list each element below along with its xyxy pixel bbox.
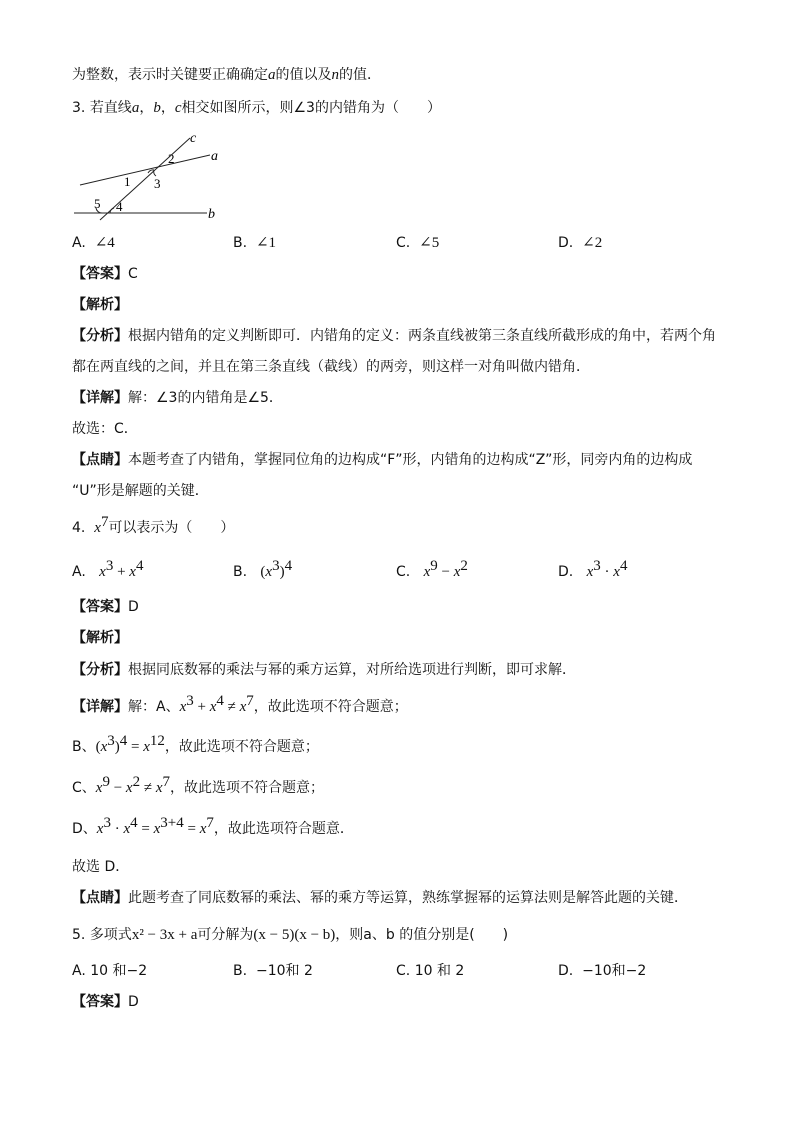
option-text: −10和−2 <box>582 963 647 979</box>
exp-3: 3 <box>186 693 194 709</box>
text: 解：A、 <box>128 699 180 715</box>
option-letter: D. <box>558 963 574 979</box>
q5-answer <box>72 993 139 1011</box>
text: 都在两直线的之间，并且在第三条直线（截线）的两旁，则这样一对角叫做内错角． <box>72 359 590 375</box>
analysis-tag: 【解析】 <box>72 297 128 313</box>
paren: ) <box>114 739 120 755</box>
option-text: 10 和−2 <box>90 963 148 979</box>
op-eq: = <box>137 821 154 837</box>
q4-dianjing <box>72 889 688 907</box>
text: ，故此选项不符合题意； <box>253 699 408 715</box>
q3-detail <box>72 389 283 407</box>
op-dot: · <box>110 821 124 837</box>
exponent: 7 <box>100 514 109 530</box>
exp-12: 12 <box>149 733 165 749</box>
detail-tag: 【详解】 <box>72 390 128 406</box>
q4-choose <box>72 858 129 876</box>
option-letter: D. <box>558 235 574 251</box>
q4-option-c[interactable] <box>396 558 468 581</box>
base: x <box>586 564 594 580</box>
text: 多项式 <box>89 927 132 943</box>
answer-tag: 【答案】 <box>72 266 128 282</box>
exponent: 4 <box>619 558 628 574</box>
option-text: ∠4 <box>94 235 115 251</box>
exponent: 4 <box>284 558 293 574</box>
polynomial: x² − 3x + a <box>131 927 198 943</box>
text: “U”形是解题的关键． <box>72 483 209 499</box>
exp-2: 2 <box>132 774 141 790</box>
q4-option-d[interactable] <box>558 558 628 581</box>
q5-stem <box>72 926 508 944</box>
label-angle-4: 4 <box>116 199 123 214</box>
text: 解：∠3的内错角是∠5． <box>128 390 283 406</box>
math-x: x <box>143 739 150 755</box>
q3-option-d[interactable] <box>558 234 602 252</box>
q4-option-a[interactable] <box>72 558 144 581</box>
label-angle-2: 2 <box>168 151 175 166</box>
text: 相交如图所示，则∠3的内错角为（ ） <box>181 100 441 116</box>
option-letter: B. <box>233 963 248 979</box>
fenxi-tag: 【分析】 <box>72 662 128 678</box>
math-x: x <box>239 699 247 715</box>
exp-7: 7 <box>246 693 254 709</box>
text: 本题考查了内错角，掌握同位角的边构成“F”形，内错角的边构成“Z”形，同旁内角的边构成 <box>128 452 693 468</box>
q3-answer <box>72 265 138 283</box>
text: 此题考查了同底数幂的乘法、幂的乘方等运算，熟练掌握幂的运算法则是解答此题的关键． <box>128 890 688 906</box>
text: D、 <box>72 821 97 837</box>
q3-analysis-heading <box>72 296 128 314</box>
text: 根据同底数幂的乘法与幂的乘方运算，对所给选项进行判断，即可求解． <box>128 662 576 678</box>
intro-line <box>72 66 381 84</box>
operator: − <box>437 564 454 580</box>
text: 的值以及 <box>275 67 332 83</box>
option-text: ∠1 <box>255 235 277 251</box>
option-letter: B. <box>233 235 248 251</box>
q3-stem <box>72 99 441 117</box>
math-x: x <box>125 780 133 796</box>
option-text: ∠5 <box>419 235 440 251</box>
angle-arc-4 <box>110 208 114 213</box>
text: ， <box>139 100 154 116</box>
q3-choose <box>72 420 138 438</box>
answer-value: D <box>128 994 139 1010</box>
text: ，故此选项符合题意． <box>213 821 354 837</box>
option-letter: C. <box>396 564 411 580</box>
answer-value: C <box>128 266 138 282</box>
option-text: 10 和 2 <box>414 963 465 979</box>
q3-option-a[interactable] <box>72 234 115 252</box>
operator: + <box>113 564 130 580</box>
math-x: x <box>153 821 161 837</box>
exp-9: 9 <box>102 774 110 790</box>
var-n: n <box>331 67 339 83</box>
op-plus: + <box>193 699 210 715</box>
q4-detail-b <box>72 733 319 756</box>
label-a: a <box>211 149 218 164</box>
intersecting-lines-diagram <box>72 128 232 223</box>
label-angle-3: 3 <box>154 176 161 191</box>
exponent: 3 <box>272 558 280 574</box>
text: 根据内错角的定义判断即可．内错角的定义：两条直线被第三条直线所截形成的角中，若两个角 <box>128 328 716 344</box>
paren: ( <box>260 564 266 580</box>
q4-detail-c <box>72 774 324 797</box>
text: 若直线 <box>89 100 132 116</box>
exponent: 4 <box>135 558 144 574</box>
exponent: 3 <box>593 558 601 574</box>
question-number: 3. <box>72 100 86 116</box>
math-x: x <box>209 699 217 715</box>
text: ， <box>160 100 175 116</box>
q3-dianjing-1 <box>72 451 692 469</box>
paren: ) <box>279 564 285 580</box>
operator: · <box>600 564 614 580</box>
text: 为整数，表示时关键要正确确定 <box>72 67 268 83</box>
exp-3: 3 <box>103 815 111 831</box>
q3-fenxi-2 <box>72 358 590 376</box>
base: x <box>265 564 273 580</box>
label-c: c <box>190 131 197 146</box>
exponent: 9 <box>430 558 438 574</box>
exp-7: 7 <box>162 774 170 790</box>
dianjing-tag: 【点睛】 <box>72 452 128 468</box>
option-letter: A. <box>72 963 86 979</box>
factorization: (x − 5)(x − b) <box>253 927 336 943</box>
q3-dianjing-2 <box>72 482 209 500</box>
analysis-tag: 【解析】 <box>72 630 128 646</box>
text: B、 <box>72 739 96 755</box>
exponent: 3 <box>105 558 114 574</box>
option-letter: C. <box>396 235 411 251</box>
math-x: x <box>179 699 187 715</box>
q4-stem <box>72 514 235 537</box>
paren: ( <box>95 739 101 755</box>
text: 可分解为 <box>197 927 254 943</box>
q4-detail-d <box>72 815 354 838</box>
exponent: 2 <box>460 558 468 574</box>
text: ，故此选项不符合题意； <box>170 780 324 796</box>
answer-tag: 【答案】 <box>72 994 128 1010</box>
base: x <box>423 564 431 580</box>
op-neq: ≠ <box>223 699 240 715</box>
op-minus: − <box>109 780 126 796</box>
label-angle-5: 5 <box>94 196 101 211</box>
option-text: ∠2 <box>582 235 603 251</box>
exp-3: 3 <box>107 733 115 749</box>
base: x <box>99 564 106 580</box>
op-eq: = <box>127 739 144 755</box>
math-x: x <box>95 780 103 796</box>
text: 的值． <box>339 67 381 83</box>
q4-fenxi <box>72 661 576 679</box>
q5-option-c[interactable] <box>396 962 464 980</box>
q5-option-b[interactable] <box>233 962 313 980</box>
q3-fenxi-1 <box>72 327 716 345</box>
answer-value: D <box>128 599 139 615</box>
text: C、 <box>72 780 96 796</box>
q3-option-c[interactable] <box>396 234 439 252</box>
option-text: −10和 2 <box>255 963 313 979</box>
q3-option-b[interactable] <box>233 234 276 252</box>
math-x: x <box>123 821 131 837</box>
math-x: x <box>96 821 104 837</box>
q4-answer <box>72 598 139 616</box>
base: x <box>453 564 461 580</box>
question-number: 5. <box>72 927 86 943</box>
text: 故选 D． <box>72 859 130 875</box>
math-x: x <box>199 821 207 837</box>
exp-4: 4 <box>216 693 224 709</box>
label-b: b <box>208 207 215 222</box>
dianjing-tag: 【点睛】 <box>72 890 128 906</box>
var-a: a <box>131 100 140 116</box>
var-b: b <box>153 100 161 116</box>
op-neq: ≠ <box>140 780 156 796</box>
math-x: x <box>155 780 163 796</box>
base: x <box>129 564 136 580</box>
label-angle-1: 1 <box>124 174 131 189</box>
q4-option-b[interactable] <box>233 558 293 581</box>
var-a: a <box>268 67 276 83</box>
option-letter: A. <box>72 564 86 580</box>
var-c: c <box>174 100 182 116</box>
text: 可以表示为（ ） <box>108 520 235 536</box>
option-letter: C. <box>396 963 411 979</box>
text: ，故此选项不符合题意； <box>164 739 319 755</box>
option-letter: D. <box>558 564 574 580</box>
exp-4: 4 <box>119 733 128 749</box>
q4-analysis-heading <box>72 629 128 647</box>
text: ，则a、b 的值分别是( ) <box>335 927 509 943</box>
var-x: x <box>94 520 101 536</box>
answer-tag: 【答案】 <box>72 599 128 615</box>
op-eq: = <box>183 821 200 837</box>
q4-detail-a <box>72 693 408 716</box>
q5-option-d[interactable] <box>558 962 646 980</box>
option-letter: B. <box>233 564 248 580</box>
exp-3-plus-4: 3+4 <box>160 815 184 831</box>
fenxi-tag: 【分析】 <box>72 328 128 344</box>
exp-7: 7 <box>206 815 214 831</box>
q5-option-a[interactable] <box>72 962 147 980</box>
exp-4: 4 <box>130 815 138 831</box>
line-a <box>80 155 210 185</box>
option-letter: A. <box>72 235 86 251</box>
question-number: 4. <box>72 520 86 536</box>
text: 故选：C． <box>72 421 138 437</box>
detail-tag: 【详解】 <box>72 699 128 715</box>
math-x: x <box>100 739 108 755</box>
base: x <box>613 564 620 580</box>
